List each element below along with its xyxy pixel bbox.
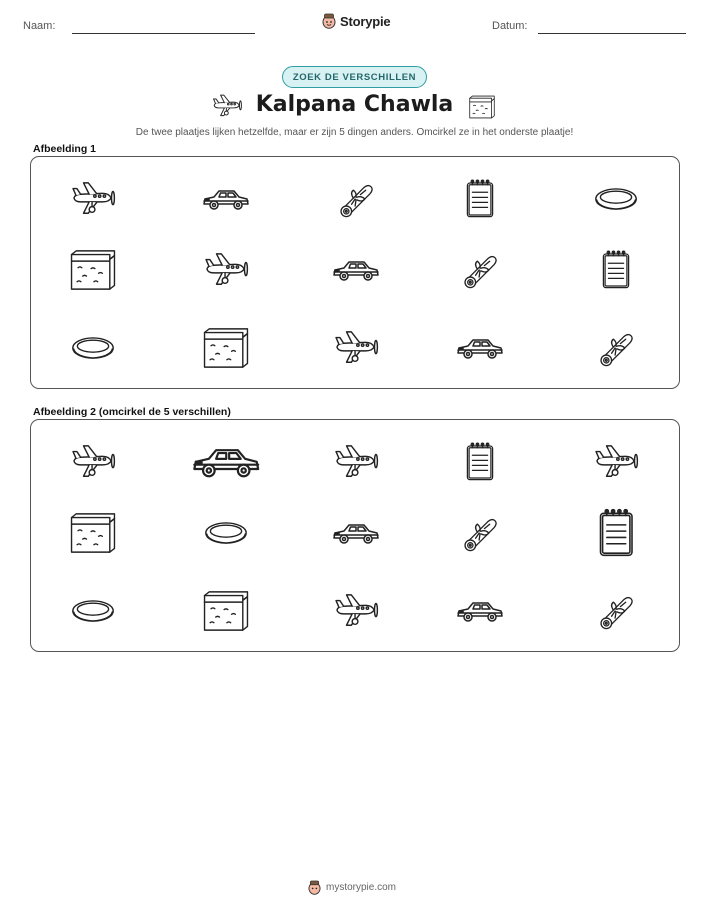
notepad-icon[interactable] — [463, 441, 497, 483]
water-tank-icon — [69, 249, 117, 291]
water-tank-icon — [202, 327, 250, 369]
name-label: Naam: — [23, 20, 56, 32]
diploma-scroll-icon — [594, 326, 638, 370]
water-tank-icon[interactable] — [69, 512, 117, 554]
water-tank-icon[interactable] — [202, 590, 250, 632]
airplane-icon — [332, 329, 380, 367]
notepad-icon — [599, 249, 633, 291]
diploma-scroll-icon — [334, 177, 378, 221]
car-icon — [331, 255, 381, 285]
date-field[interactable] — [538, 33, 686, 34]
picture2-label: Afbeelding 2 (omcirkel de 5 verschillen) — [33, 406, 231, 418]
airplane-icon — [202, 251, 250, 289]
notepad-icon[interactable] — [595, 507, 638, 560]
notepad-icon — [463, 178, 497, 220]
ring-icon[interactable] — [203, 519, 249, 547]
airplane-icon[interactable] — [69, 443, 117, 481]
footer-url[interactable]: mystorypie.com — [326, 882, 397, 893]
title-water-tank-icon — [467, 95, 497, 119]
car-icon[interactable] — [331, 518, 381, 548]
airplane-icon[interactable] — [592, 443, 640, 481]
airplane-icon — [69, 180, 117, 218]
ring-icon — [70, 334, 116, 362]
footer — [308, 880, 396, 895]
car-icon — [201, 184, 251, 214]
storypie-logo-icon — [322, 13, 336, 29]
car-icon[interactable] — [455, 596, 505, 626]
diploma-scroll-icon[interactable] — [458, 511, 502, 555]
car-icon[interactable] — [190, 440, 263, 484]
diploma-scroll-icon — [458, 248, 502, 292]
airplane-icon[interactable] — [332, 443, 380, 481]
name-field[interactable] — [72, 33, 255, 34]
ring-icon[interactable] — [70, 597, 116, 625]
page-title: Kalpana Chawla — [255, 92, 454, 117]
activity-badge: ZOEK DE VERSCHILLEN — [282, 66, 427, 88]
diploma-scroll-icon[interactable] — [594, 589, 638, 633]
airplane-icon[interactable] — [332, 592, 380, 630]
date-label: Datum: — [492, 20, 528, 32]
car-icon — [455, 333, 505, 363]
brand-name: Storypie — [340, 13, 391, 29]
brand — [322, 13, 390, 29]
storypie-logo-icon — [308, 880, 321, 895]
ring-icon — [593, 185, 639, 213]
picture1-label: Afbeelding 1 — [33, 143, 97, 155]
instructions: De twee plaatjes lijken hetzelfde, maar er zijn 5 dingen anders. Omcirkel ze in het onderste plaatje! — [135, 127, 574, 138]
